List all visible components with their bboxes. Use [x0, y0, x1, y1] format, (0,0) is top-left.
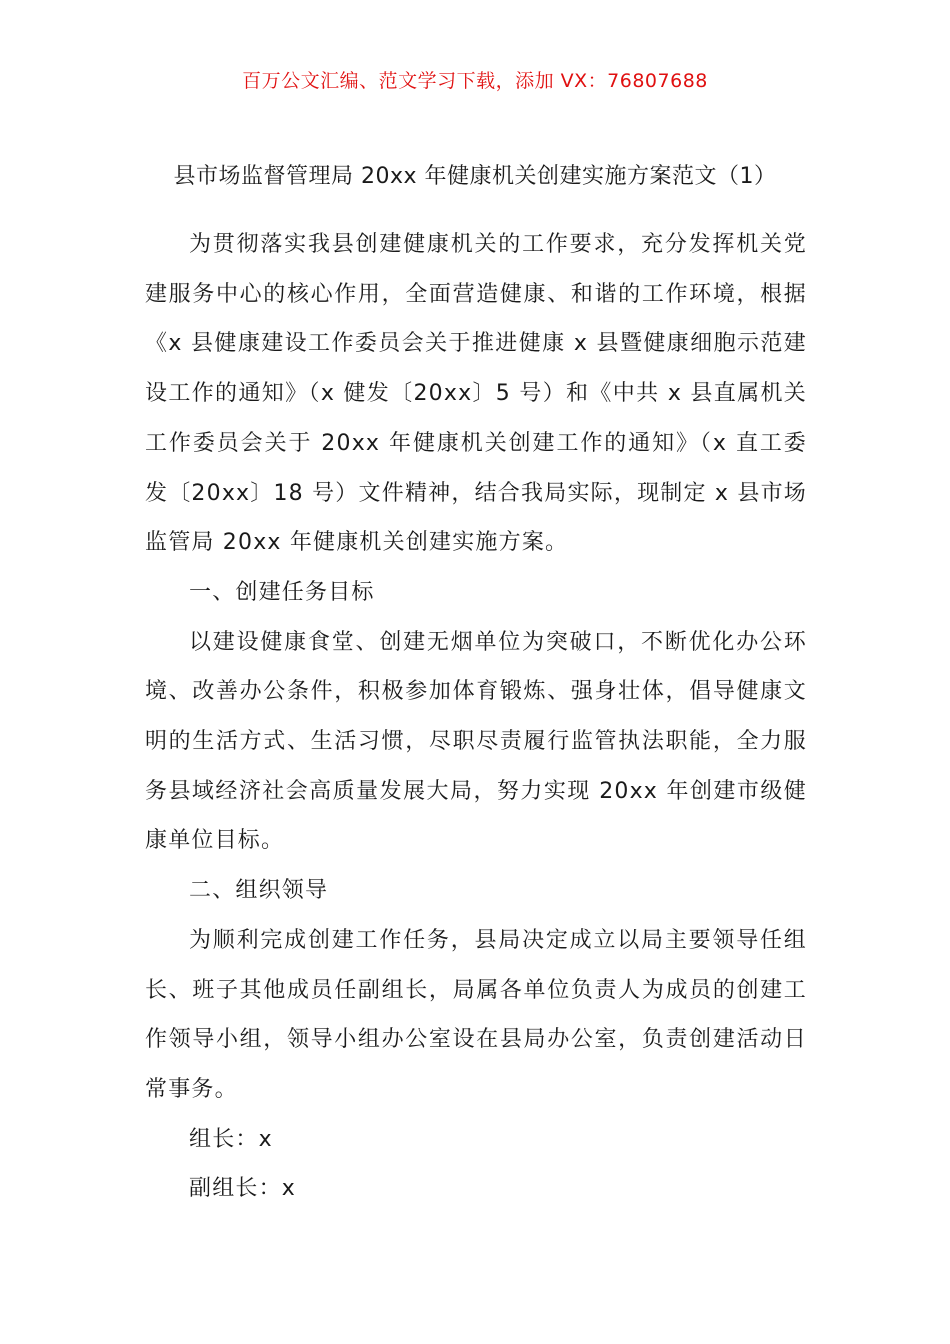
section-heading-leadership: 二、组织领导: [189, 878, 329, 904]
leader-line: 组长：x: [189, 1126, 273, 1152]
paragraph-intro: 为贯彻落实我县创建健康机关的工作要求，充分发挥机关党建服务中心的核心作用，全面营造健康、和谐的工作环境，根据《x 县健康建设工作委员会关于推进健康 x 县暨健康细胞示范建设工作的通知》（x 健发〔20xx〕5 号）和《中共 x 县直属机关工作委员会关于 20xx 年健康机关创建工作的通知》（x 直工委发〔20xx〕18 号）文件精神，结合我局实际，现制定 x 县市场监管局 20xx 年健康机关创建实施方案。: [145, 232, 807, 556]
paragraph-goals: 以建设健康食堂、创建无烟单位为突破口，不断优化办公环境、改善办公条件，积极参加体育锻炼、强身壮体，倡导健康文明的生活方式、生活习惯，尽职尽责履行监管执法职能，全力服务县域经济社会高质量发展大局，努力实现 20xx 年创建市级健康单位目标。: [145, 629, 807, 854]
paragraph-leadership: 为顺利完成创建工作任务，县局决定成立以局主要领导任组长、班子其他成员任副组长，局属各单位负责人为成员的创建工作领导小组，领导小组办公室设在县局办公室，负责创建活动日常事务。: [145, 927, 807, 1102]
header-watermark-note: 百万公文汇编、范文学习下载，添加 VX：76807688: [242, 70, 708, 92]
deputy-leader-line: 副组长：x: [189, 1176, 297, 1202]
document-title: 县市场监督管理局 20xx 年健康机关创建实施方案范文（1）: [173, 164, 777, 189]
section-heading-goals: 一、创建任务目标: [189, 579, 375, 605]
document-body: [145, 220, 807, 1214]
